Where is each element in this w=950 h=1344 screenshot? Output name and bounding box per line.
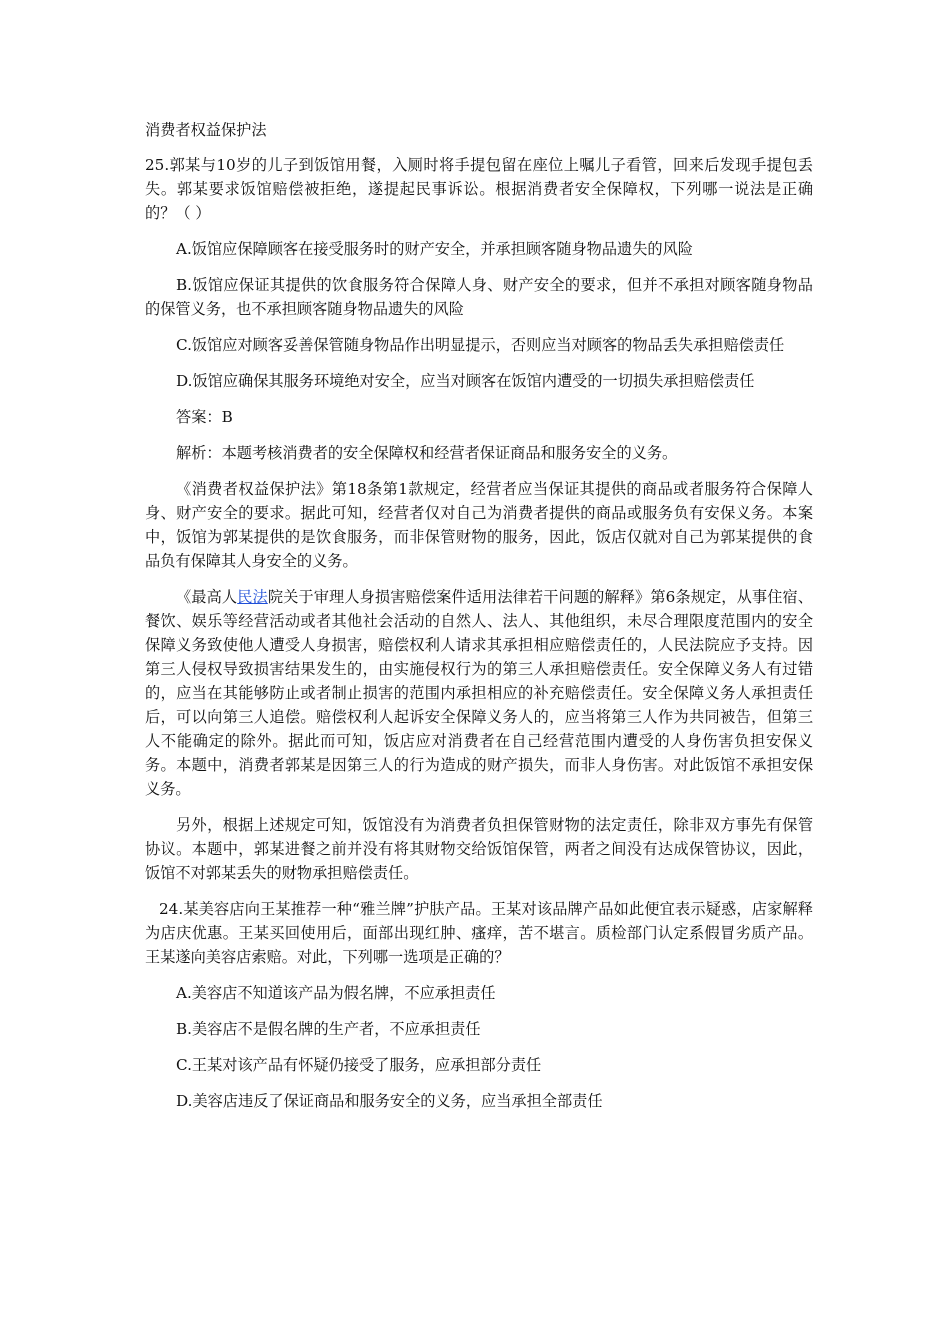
question-24-option-b: B.美容店不是假名牌的生产者，不应承担责任: [176, 1020, 481, 1038]
document-title: 消费者权益保护法: [145, 121, 267, 139]
question-25-option-b: B.饭馆应保证其提供的饮食服务符合保障人身、财产安全的要求，但并不承担对顾客随身物品的保管义务，也不承担顾客随身物品遗失的风险: [145, 276, 813, 318]
question-24-option-d: D.美容店违反了保证商品和服务安全的义务，应当承担全部责任: [176, 1092, 603, 1110]
document-page: [145, 118, 813, 1125]
question-25-option-c: C.饭馆应对顾客妥善保管随身物品作出明显提示，否则应当对顾客的物品丢失承担赔偿责任: [176, 336, 785, 354]
question-24-stem: 24.某美容店向王某推荐一种“雅兰牌”护肤产品。王某对该品牌产品如此便宜表示疑惑，店家解释为店庆优惠。王某买回使用后，面部出现红肿、瘙痒，苦不堪言。质检部门认定系假冒劣质产品。王某遂向美容店索赔。对此，下列哪一选项是正确的？: [145, 900, 813, 966]
question-25-stem: 25.郭某与10岁的儿子到饭馆用餐，入厕时将手提包留在座位上嘱儿子看管，回来后发现手提包丢失。郭某要求饭馆赔偿被拒绝，遂提起民事诉讼。根据消费者安全保障权，下列哪一说法是正确的？（ ）: [145, 156, 813, 222]
analysis-paragraph-2-start: 《最高人: [176, 588, 238, 606]
question-25-answer: 答案：B: [176, 408, 233, 426]
question-24-option-c: C.王某对该产品有怀疑仍接受了服务，应承担部分责任: [176, 1056, 542, 1074]
question-25-option-a: A.饭馆应保障顾客在接受服务时的财产安全，并承担顾客随身物品遗失的风险: [176, 240, 693, 258]
question-25-analysis: 解析：本题考核消费者的安全保障权和经营者保证商品和服务安全的义务。: [176, 444, 678, 462]
analysis-paragraph-2: [145, 585, 813, 801]
analysis-paragraph-2-rest: 院关于审理人身损害赔偿案件适用法律若干问题的解释》第6条规定，从事住宿、餐饮、娱乐等经营活动或者其他社会活动的自然人、法人、其他组织，未尽合理限度范围内的安全保障义务致使他人遭受人身损害，赔偿权利人请求其承担相应赔偿责任的，人民法院应予支持。因第三人侵权导致损害结果发生的，由实施侵权行为的第三人承担赔偿责任。安全保障义务人有过错的，应当在其能够防止或者制止损害的范围内承担相应的补充赔偿责任。安全保障义务人承担责任后，可以向第三人追偿。赔偿权利人起诉安全保障义务人的，应当将第三人作为共同被告，但第三人不能确定的除外。据此而可知，饭店应对消费者在自己经营范围内遭受的人身伤害负担安保义务。本题中，消费者郭某是因第三人的行为造成的财产损失，而非人身伤害。对此饭馆不承担安保义务。: [145, 588, 813, 798]
question-25-option-d: D.饭馆应确保其服务环境绝对安全，应当对顾客在饭馆内遭受的一切损失承担赔偿责任: [176, 372, 755, 390]
question-24-option-a: A.美容店不知道该产品为假名牌，不应承担责任: [176, 984, 496, 1002]
analysis-paragraph-3: 另外，根据上述规定可知，饭馆没有为消费者负担保管财物的法定责任，除非双方事先有保管协议。本题中，郭某进餐之前并没有将其财物交给饭馆保管，两者之间没有达成保管协议，因此，饭馆不对郭某丢失的财物承担赔偿责任。: [145, 816, 813, 882]
analysis-paragraph-1: 《消费者权益保护法》第18条第1款规定，经营者应当保证其提供的商品或者服务符合保障人身、财产安全的要求。据此可知，经营者仅对自己为消费者提供的商品或服务负有安保义务。本案中，饭馆为郭某提供的是饮食服务，而非保管财物的服务，因此，饭店仅就对自己为郭某提供的食品负有保障其人身安全的义务。: [145, 480, 813, 570]
minfa-link[interactable]: 民法: [237, 588, 268, 606]
